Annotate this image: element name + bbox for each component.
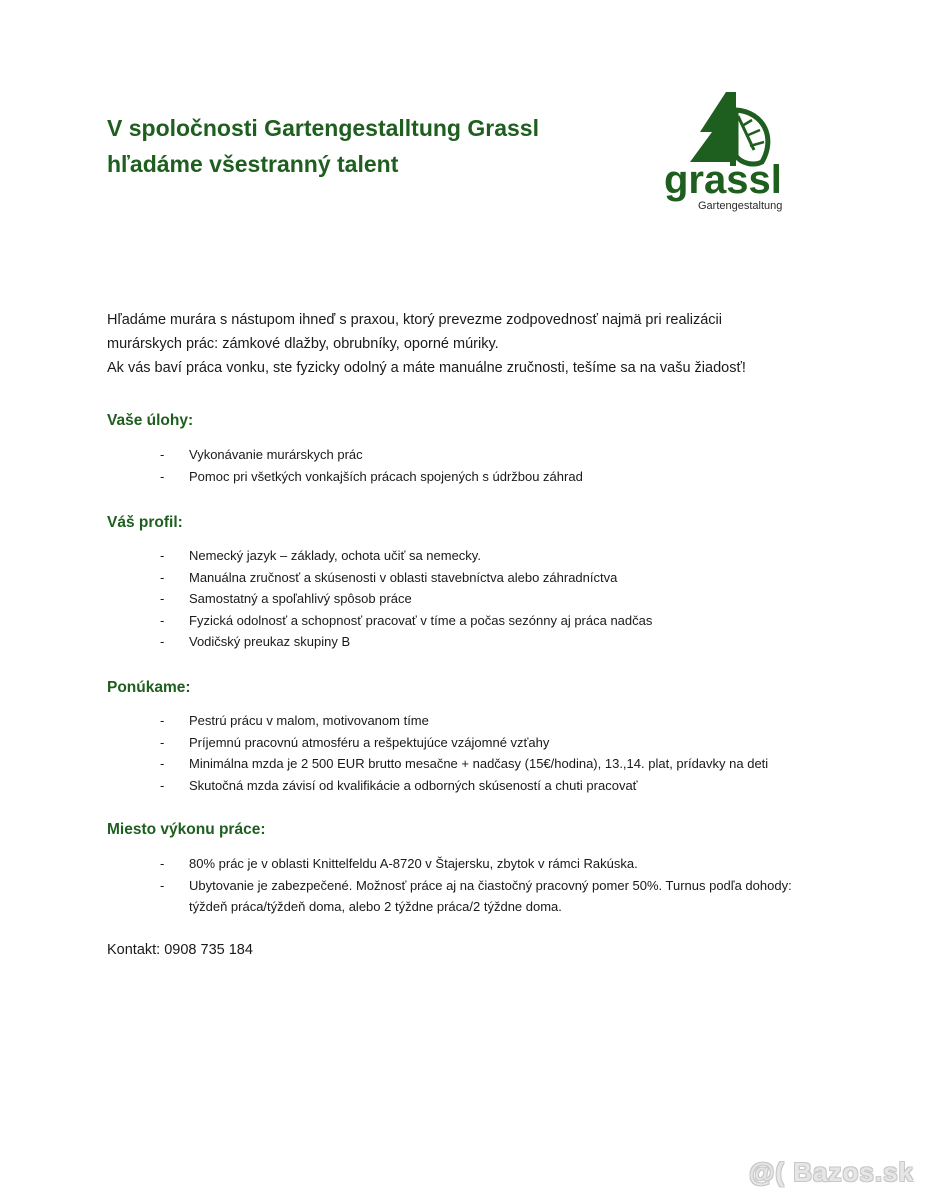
list-item bbox=[160, 732, 820, 754]
section-heading-location: Miesto výkonu práce: bbox=[107, 821, 266, 838]
dash-bullet: - bbox=[160, 634, 165, 649]
profile-list bbox=[160, 545, 820, 653]
dash-bullet: - bbox=[160, 777, 165, 793]
grassl-logo bbox=[662, 90, 812, 215]
contact-phone: Kontakt: 0908 735 184 bbox=[107, 942, 253, 958]
list-item bbox=[160, 875, 820, 918]
section-heading-tasks: Vaše úlohy: bbox=[107, 412, 194, 429]
intro-line: Hľadáme murára s nástupom ihneď s praxou, ktorý prevezme zodpovednosť najmä pri realizácii bbox=[107, 312, 722, 328]
dash-bullet: - bbox=[160, 756, 165, 771]
logo-brand: grassl bbox=[664, 158, 782, 202]
tasks-list bbox=[160, 444, 820, 487]
dash-bullet: - bbox=[160, 447, 165, 462]
offer-list bbox=[160, 710, 820, 796]
list-item-text: Manuálna zručnosť a skúsenosti v oblasti stavebníctva alebo záhradníctva bbox=[189, 569, 618, 585]
list-item-text: Samostatný a spoľahlivý spôsob práce bbox=[189, 591, 412, 606]
dash-bullet: - bbox=[160, 569, 165, 585]
title-line-1: V spoločnosti Gartengestalltung Grassl bbox=[107, 115, 539, 141]
dash-bullet: - bbox=[160, 548, 165, 563]
section-heading-profile: Váš profil: bbox=[107, 514, 183, 531]
list-item-text: Fyzická odolnosť a schopnosť pracovať v tíme a počas sezónny aj práca nadčas bbox=[189, 612, 653, 628]
list-item bbox=[160, 753, 820, 775]
list-item bbox=[160, 610, 820, 632]
intro-paragraph bbox=[107, 308, 807, 380]
dash-bullet: - bbox=[160, 877, 165, 893]
dash-bullet: - bbox=[160, 734, 165, 750]
section-heading-offer: Ponúkame: bbox=[107, 679, 191, 696]
list-item-text: Skutočná mzda závisí od kvalifikácie a odborných skúseností a chuti pracovať bbox=[189, 777, 638, 793]
list-item bbox=[160, 466, 820, 488]
dash-bullet: - bbox=[160, 856, 165, 871]
list-item-text: Pestrú prácu v malom, motivovanom tíme bbox=[189, 713, 429, 728]
list-item bbox=[160, 588, 820, 610]
list-item bbox=[160, 853, 820, 875]
list-item-text: Vykonávanie murárskych prác bbox=[189, 447, 363, 462]
list-item-text: Nemecký jazyk – základy, ochota učiť sa nemecky. bbox=[189, 548, 481, 563]
list-item-text: Vodičský preukaz skupiny B bbox=[189, 634, 351, 649]
list-item bbox=[160, 567, 820, 589]
list-item-text: Príjemnú pracovnú atmosféru a rešpektujúce vzájomné vzťahy bbox=[189, 734, 550, 750]
dash-bullet: - bbox=[160, 468, 165, 484]
dash-bullet: - bbox=[160, 591, 165, 606]
dash-bullet: - bbox=[160, 713, 165, 728]
intro-line: murárskych prác: zámkové dlažby, obrubníky, oporné múriky. bbox=[107, 336, 499, 352]
list-item-text: Ubytovanie je zabezpečené. Možnosť práce aj na čiastočný pracovný pomer 50%. Turnus podľa dohody: týždeň práca/týždeň doma, alebo 2 týždne práca/2 týždne doma. bbox=[189, 877, 792, 914]
location-list bbox=[160, 853, 820, 918]
intro-line: Ak vás baví práca vonku, ste fyzicky odolný a máte manuálne zručnosti, tešíme sa na vašu žiadosť! bbox=[107, 360, 746, 376]
list-item bbox=[160, 710, 820, 732]
list-item bbox=[160, 631, 820, 653]
dash-bullet: - bbox=[160, 612, 165, 628]
list-item bbox=[160, 545, 820, 567]
list-item bbox=[160, 444, 820, 466]
title-line-2: hľadáme všestranný talent bbox=[107, 151, 399, 177]
bazos-watermark: @( Bazos.sk bbox=[749, 1157, 914, 1187]
logo-subtitle: Gartengestaltung bbox=[698, 200, 783, 212]
list-item-text: Pomoc pri všetkých vonkajších prácach spojených s údržbou záhrad bbox=[189, 468, 583, 484]
list-item-text: 80% prác je v oblasti Knittelfeldu A-8720 v Štajersku, zbytok v rámci Rakúska. bbox=[189, 856, 638, 871]
list-item-text: Minimálna mzda je 2 500 EUR brutto mesačne + nadčasy (15€/hodina), 13.,14. plat, prídavky na deti bbox=[189, 756, 769, 771]
list-item bbox=[160, 775, 820, 797]
page-title bbox=[107, 110, 539, 182]
